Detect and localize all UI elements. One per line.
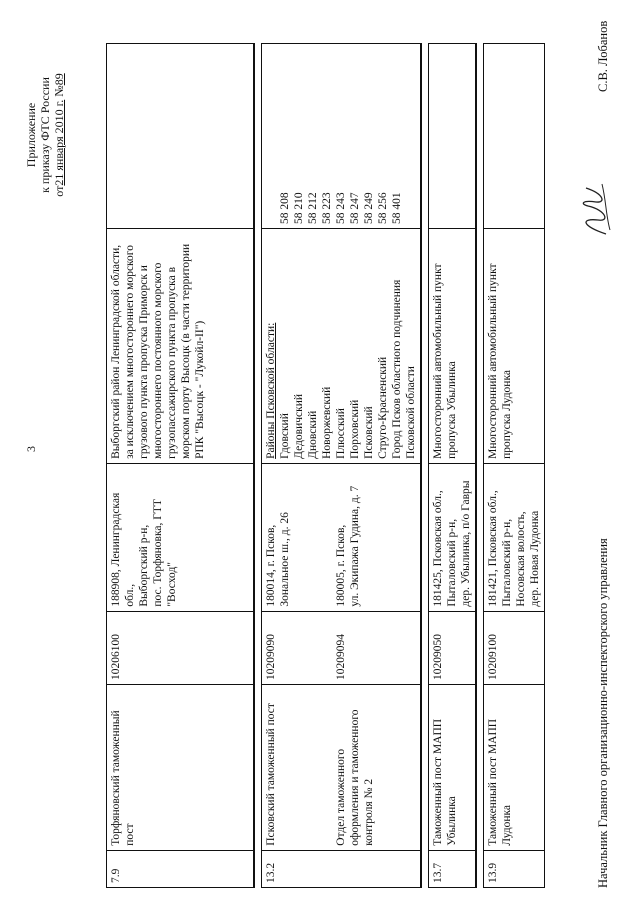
okato-code: 58 247 (349, 192, 361, 224)
page-number: 3 (24, 446, 38, 452)
okato-code: 58 208 (279, 192, 291, 224)
okato-code: 58 401 (391, 192, 403, 224)
zone-description (262, 228, 422, 463)
district-item: Гдовский (279, 413, 291, 459)
district-item: Новоржевский (321, 386, 333, 459)
post-address: 181421, Псковская обл., Пыталовский р-н, Носовская волость, дер. Новая Лудонка (484, 463, 545, 611)
approval-line-2: к приказу ФТС России (38, 77, 52, 193)
zone-codes (429, 44, 477, 229)
okato-code: 58 243 (335, 192, 347, 224)
approval-stamp (24, 30, 66, 240)
post-code: 10209050 (429, 611, 477, 684)
post-name: Псковский таможенный пост Отдел таможенного оформления и таможенного контроля № 2 (262, 684, 422, 850)
approval-from: от (52, 185, 66, 197)
zone-codes (262, 44, 422, 229)
post-name: Таможенный пост МАПП Лудонка (484, 684, 545, 850)
post-code: 10209090 10209094 (262, 611, 422, 684)
zone-description: Многосторонний автомобильный пункт пропуска Убылинка (429, 228, 477, 463)
district-item: Город Псков областного подчинения (391, 279, 403, 459)
approval-number: 89 (52, 73, 66, 86)
post-address: 181425, Псковская обл., Пыталовский р-н, дер. Убылинка, п/о Гавры (429, 463, 477, 611)
district-item: Дновский (307, 410, 319, 459)
district-item: Струго-Красненский (377, 356, 389, 459)
signature-mark (576, 180, 616, 240)
okato-code: 58 256 (377, 192, 389, 224)
post-address: 180014, г. Псков, Зональное ш., д. 26 180005, г. Псков, ул. Экипажа Гудина, д. 7 (262, 463, 422, 611)
approval-date: 21 января 2010 г. (52, 99, 66, 186)
okato-code: 58 212 (307, 192, 319, 224)
sub-post-name: Отдел таможенного оформления и таможенного контроля № 2 (335, 709, 375, 846)
district-item: Псковский (363, 406, 375, 459)
signer-name: С.В. Лобанов (596, 20, 610, 92)
approval-line-3 (52, 30, 66, 240)
post-code: 10206100 (107, 611, 255, 684)
sub-post-address: 180005, г. Псков, (335, 524, 347, 607)
district-item: Псковской области (405, 366, 417, 459)
zone-description: Многосторонний автомобильный пункт пропуска Лудонка (484, 228, 545, 463)
zone-codes (484, 44, 545, 229)
district-item: Плюсский (335, 408, 347, 459)
approval-num-prefix: № (52, 85, 66, 97)
sub-post-code: 10209094 (335, 633, 347, 680)
zone-description: Выборгский район Ленинградской области, за исключением многостороннего морского грузового пункта пропуска Приморск и многостороннего постоянного морского грузопассажирского пункта пропуска в морском порту Высоцк (в части территории РПК "Высоцк - "Лукойл-II") (107, 228, 255, 463)
approval-line-1: Приложение (24, 102, 38, 168)
table-row (429, 44, 477, 888)
row-number: 13.2 (262, 850, 422, 887)
okato-code: 58 249 (363, 192, 375, 224)
okato-code: 58 210 (293, 192, 305, 224)
okato-code: 58 223 (321, 192, 333, 224)
table-row (484, 44, 545, 888)
zone-codes (107, 44, 255, 229)
post-code: 10209100 (484, 611, 545, 684)
signer-title: Начальник Главного организационно-инспекторского управления (596, 538, 610, 888)
zone-title: Районы Псковской области: (265, 322, 277, 459)
district-item: Дедовичский (293, 393, 305, 459)
row-number: 13.9 (484, 850, 545, 887)
post-name: Торфяновский таможенный пост (107, 684, 255, 850)
table-row (262, 44, 422, 888)
table-row (107, 44, 255, 888)
customs-table (106, 43, 545, 888)
post-name: Таможенный пост МАПП Убылинка (429, 684, 477, 850)
district-item: Порховский (349, 399, 361, 459)
row-number: 13.7 (429, 850, 477, 887)
row-number: 7.9 (107, 850, 255, 887)
post-address: 188908, Ленинградская обл., Выборгский р-н, пос. Торфяновка, ГТТ "Восход" (107, 463, 255, 611)
